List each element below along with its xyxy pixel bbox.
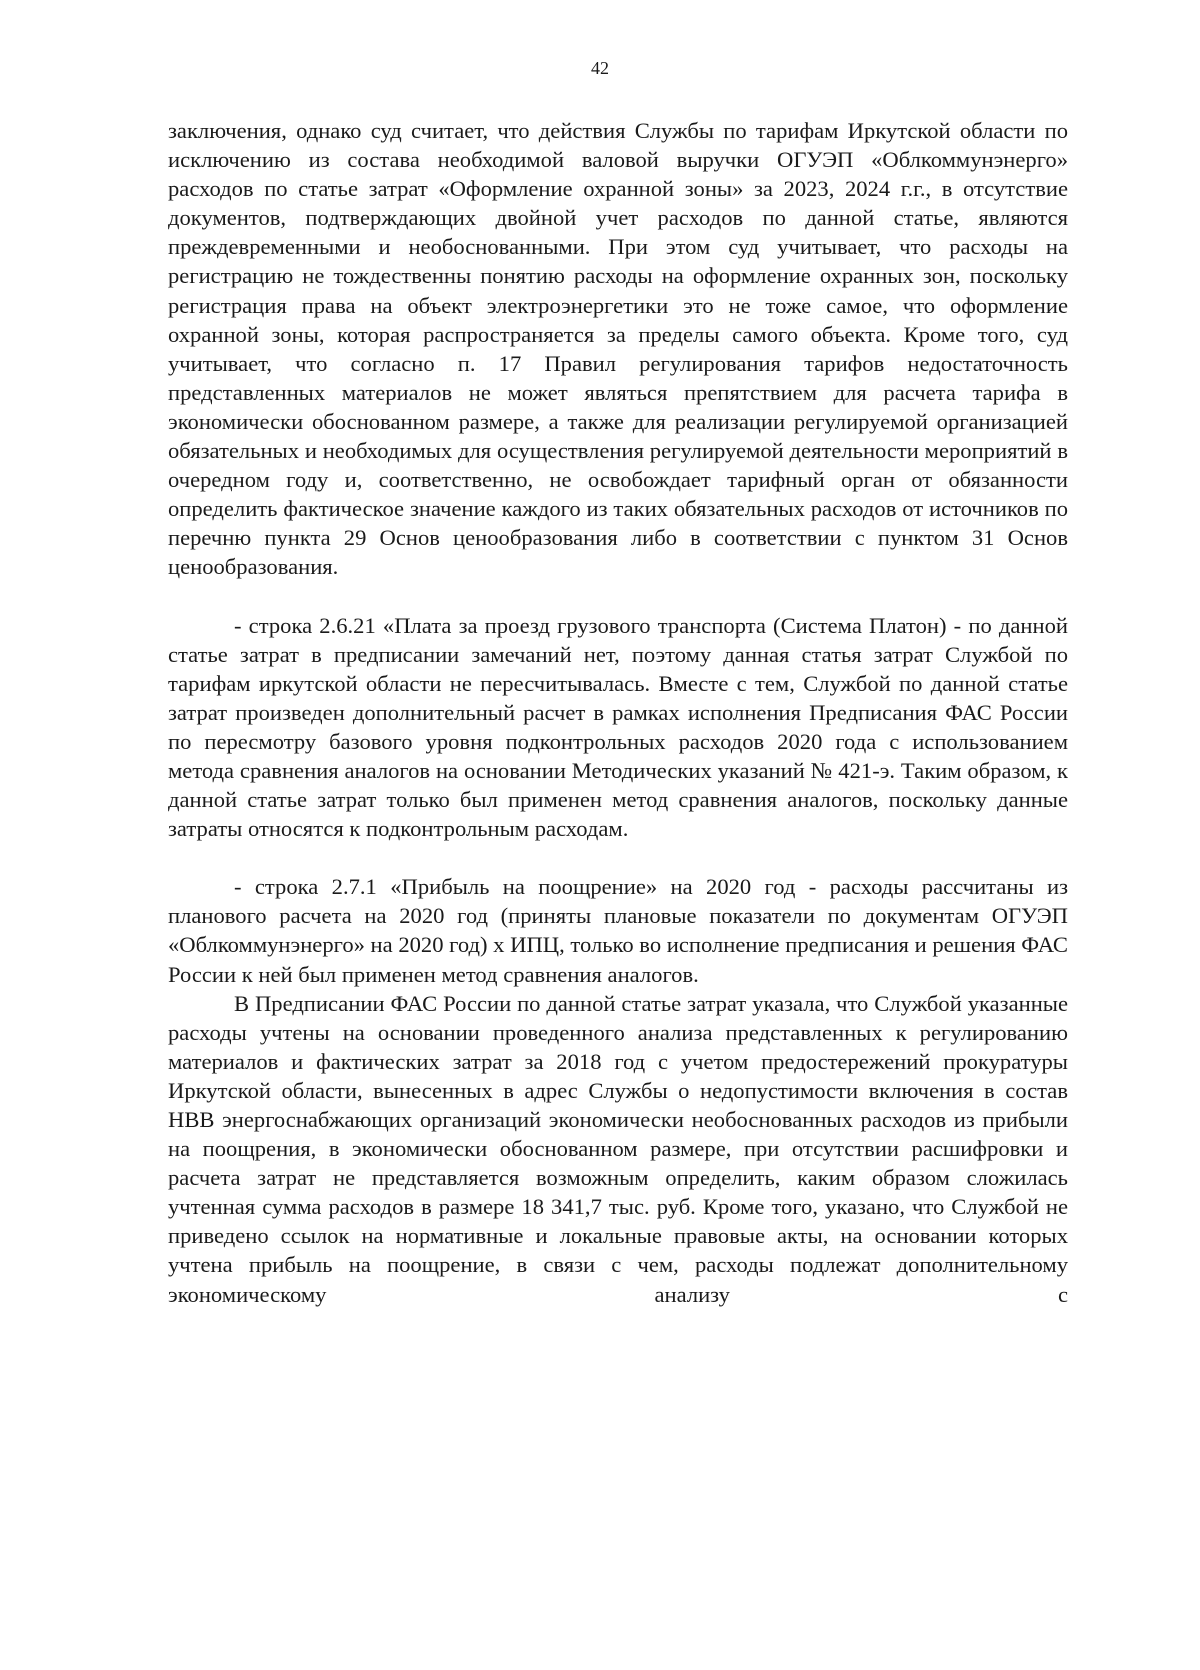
paragraph-line-2-6-21: - строка 2.6.21 «Плата за проезд грузового транспорта (Система Платон) - по данной статье затрат в предписании замечаний нет, поэтому данная статья затрат Службой по тарифам иркутской области не пересчитывалась. Вместе с тем, Службой по данной статье затрат произведен дополнительный расчет в рамках исполнения Предписания ФАС России по пересмотру базового уровня подконтрольных расходов 2020 года с использованием метода сравнения аналогов на основании Методических указаний № 421-э. Таким образом, к данной статье затрат только был применен метод сравнения аналогов, поскольку данные затраты относятся к подконтрольным расходам. [168, 612, 1068, 842]
document-body [168, 116, 1068, 1309]
paragraph-fas-order: В Предписании ФАС России по данной статье затрат указала, что Службой указанные расходы учтены на основании проведенного анализа представленных к регулированию материалов и фактических затрат за 2018 год с учетом предостережений прокуратуры Иркутской области, вынесенных в адрес Службы о недопустимости включения в состав НВВ энергоснабжающих организаций экономически необоснованных расходов из прибыли на поощрения, в экономически обоснованном размере, при отсутствии расшифровки и расчета затрат не представляется возможным определить, каким образом сложилась учтенная сумма расходов в размере 18 341,7 тыс. руб. Кроме того, указано, что Службой не приведено ссылок на нормативные и локальные правовые акты, на основании которых учтена прибыль на поощрение, в связи с чем, расходы подлежат дополнительному экономическому анализу с [168, 990, 1068, 1307]
paragraph-line-2-7-1: - строка 2.7.1 «Прибыль на поощрение» на 2020 год - расходы рассчитаны из планового расчета на 2020 год (приняты плановые показатели по документам ОГУЭП «Облкоммунэнерго» на 2020 год) х ИПЦ, только во исполнение предписания и решения ФАС России к ней был применен метод сравнения аналогов. [168, 874, 1068, 987]
page-number: 42 [591, 58, 609, 78]
paragraph-court-conclusion: заключения, однако суд считает, что действия Службы по тарифам Иркутской области по исключению из состава необходимой валовой выручки ОГУЭП «Облкоммунэнерго» расходов по статье затрат «Оформление охранной зоны» за 2023, 2024 г.г., в отсутствие документов, подтверждающих двойной учет расходов по данной статье, являются преждевременными и необоснованными. При этом суд учитывает, что расходы на регистрацию не тождественны понятию расходы на оформление охранных зон, поскольку регистрация права на объект электроэнергетики это не тоже самое, что оформление охранной зоны, которая распространяется за пределы самого объекта. Кроме того, суд учитывает, что согласно п. 17 Правил регулирования тарифов недостаточность представленных материалов не может являться препятствием для расчета тарифа в экономически обоснованном размере, а также для реализации регулируемой организацией обязательных и необходимых для осуществления регулируемой деятельности мероприятий в очередном году и, соответственно, не освобождает тарифный орган от обязанности определить фактическое значение каждого из таких обязательных расходов от источников по перечню пункта 29 Основ ценообразования либо в соответствии с пунктом 31 Основ ценообразования. [168, 118, 1068, 580]
